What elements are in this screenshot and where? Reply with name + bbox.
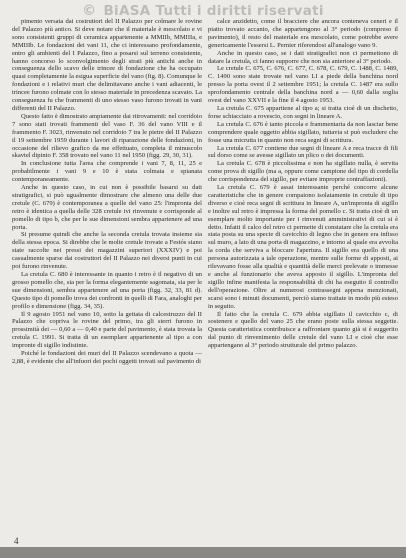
left-text-column: [12, 18, 202, 366]
paragraph: Anche in questo caso, se i dati stratigrafici non ci permettono di datare la cretula, ci fanno supporre che non sia anteriore al 3° periodo.: [208, 49, 398, 65]
paragraph: calce anzidetto, come il bracciere che ancora conteneva ceneri e il piatto trovato accanto, che appartengono al 3° periodo (compreso il pavimento), il resto del materiale era mescolato, come potrebbe avere genericamente l'essersi L. Pernier riferendosi all'analogo vano 9.: [208, 18, 398, 49]
paragraph: pimento versata dai costruttori del II Palazzo per colmare le rovine del Palazzo più antico. Si deve notare che il materiale è mescolato e vi sono consistenti gruppi di ceramica appartenente a MMIIb, MMIIIa, e MMIIIb. Le fondazioni dei vani 11, che ci interessano profondamente, entro gli ambienti del I Palazzo, fino a posarsi sul terreno consistente, hanno concorso lo sconvolgimento degli strati più antichi anche in conseguenza dello scavo delle trincee di fondazione che ha occupato quasi completamente la esigua superficie del vano (fig. 8). Comunque le fondazioni e i relativi muri che delimitavano anche i vani adiacenti, le trincee furono colmate con lo stesso materiale in precedenza scavato. La conseguenza fu che frammenti di uno stesso vaso furono trovati in vani differenti del II Palazzo.: [12, 18, 202, 112]
paragraph: Poiché le fondazioni dei muri del II Palazzo scendevano a quota — 2,88, è evidente che all'infuori dei pochi oggetti trovati sul pavimento di: [12, 350, 202, 365]
copyright-symbol: ©: [82, 3, 97, 19]
paragraph: In conclusione tutta l'area che comprende i vani 7, 8, 11, 25 e probabilmente i vani 9 e 10 è stata colmata e spianata contemporaneamente.: [12, 160, 202, 184]
paragraph: La cretula C. 677 contiene due segni di lineare A e reca tracce di fili sul dorso come se avesse sigillato un plico o dei documenti.: [208, 144, 398, 160]
paragraph: La cretula C. 675 appartiene al tipo a; si tratta cioè di un dischetto, forse schiacciato a rovescio, con segni in lineare A.: [208, 104, 398, 120]
paragraph: Il fatto che la cretula C. 679 abbia sigillato il cavicchio c, di sostenere e quello del vano 25 che erano poste sulla stessa seggette. Questa caratteristica contribuisce a raffrontare quanto già si è suggerito dal punto di rinvenimento delle cretule del vano LI e cioè che esse appartengano al 3° periodo strutturale del primo palazzo.: [208, 310, 398, 350]
paragraph: La cretula C. 679 è assai interessante perché concorre alcune caratteristiche che in genere compaiono isolatamente in cretule di tipo diverso e cioè reca segni di scrittura in lineare A, un'impronta di sigillo e inoltre sul retro è impressa la forma del pomello c. Si tratta cioè di un esemplare molto importante per i rinvenuti amministrativi di cui si è detto. Infatti il calco del retro ci permette di constatare che la cretula era stata posta su una specie di cavicchio di legno che in genere era infisso sul muro, a lato di una porta di magazzino, e intorno al quale era avvolta la corda che serviva a bloccare l'apertura. Il sigillo era quello di una persona autorizzata a tale operazione, mentre sulle forme di apposti, ai rilevavano fosse alla qualità e quantità delle merci prelevate o immesse e anche al funzionario che aveva apposto il sigillo. L'impronta del sigillo infine manifesta la responsabilità di chi ha eseguito il controllo dell'operazione. Oltre ai numerosi contrassegni appena menzionati, scarsi sono i minuti documenti, perciò siamo trattate in modo più esteso in seguito.: [208, 184, 398, 310]
scan-bottom-strip: [0, 547, 406, 558]
paragraph: Le cretule C. 675, C. 676, C. 677, C. 678, C. 679, C. 1488, C. 1489, C. 1490 sono state trovate nel vano LI a piede della banchina nord presso la porta ovest il 2 settembre 1951; la cretula C. 1487 era sullo sprofondamento centrale della banchina nord a — 0,60 dalla soglia ovest del vano XXVII e la fine il 4 agosto 1953.: [208, 65, 398, 105]
paragraph: Anche in questo caso, in cui non è possibile basarsi su dati stratigrafici, si può ugualmente dimostrare che almeno una delle due cretule (C. 679) è contemporanea a quelle del vano 25: l'impronta del retro è identica a quella delle 328 cretule ivi rinvenute e corrisponde al pomello di tipo b, che per le sue dimensioni sembra appartenere ad una porta.: [12, 184, 202, 231]
paragraph: Questo fatto è dimostrato ampiamente dai ritrovamenti: nel corridoio 7 sono stati trovati frammenti del vaso F. 36 del vano VIII e il frammento F. 3023, rinvenuto nel corridoio 7 tra le pietre del II Palazzo il 19 settembre 1959 durante i lavori di riparazione delle fondazioni, in occasione del rilievo grafico da me effettuato, completa il minuscolo skavtel dipinto F. 358 trovato nel vano 11 nel 1950 (figg. 29, 30, 31).: [12, 112, 202, 160]
paragraph: Si presume quindi che anche la seconda cretula trovata insieme sia della stessa epoca. Si direbbe che le molte cretule trovate a Festós siano state raccolte nei pressi dei magazzini superiori (XXXIV) e poi casualmente sparse dai costruttori del II Palazzo nei diversi punti in cui poi furono rinvenute.: [12, 231, 202, 271]
right-text-column: [208, 18, 398, 350]
paragraph: La cretula C. 678 è piccolissima e non ha sigillato nulla, è servita come prova di sigillo (ma a, oppure come campione del tipo di cordella che corrispondenza del sigillo, per evitare improprie contraffazioni).: [208, 160, 398, 184]
paragraph: Il 9 agosto 1951 nel vano 10, sotto la gettata di calcestruzzo del II Palazzo che copriva le rovine del primo, tra gli sterri furono in prossimità dei — 0,60 a — 0,40 e parte del pavimento, è stata trovata la cretula C. 1991. Si tratta di un esemplare appartenente al tipo a con impronte di sigillo indistinte.: [12, 310, 202, 350]
paragraph: La cretula C. 680 è interessante in quanto i retro è il negativo di un grosso pomello che, sia per la forma elegantemente sagomata, sia per le sue dimensioni, sembra appartenere ad una porta (figg. 32, 33, 81 d). Questo tipo di pomello trova dei confronti in quelli di Fara, analoghi per profilo e dimensione (figg. 34, 35).: [12, 271, 202, 310]
page-number: 4: [14, 536, 19, 546]
watermark-text: BiASA Tutti i diritti riservati: [103, 3, 324, 19]
watermark: [0, 3, 406, 19]
paragraph: La cretula C. 676 è tanto piccola e frammentaria da non lasciar bene comprendere quale oggetto abbia sigillato, tuttavia si può escludere che fosse una micrutta in quanto non reca segni di scrittura.: [208, 120, 398, 144]
